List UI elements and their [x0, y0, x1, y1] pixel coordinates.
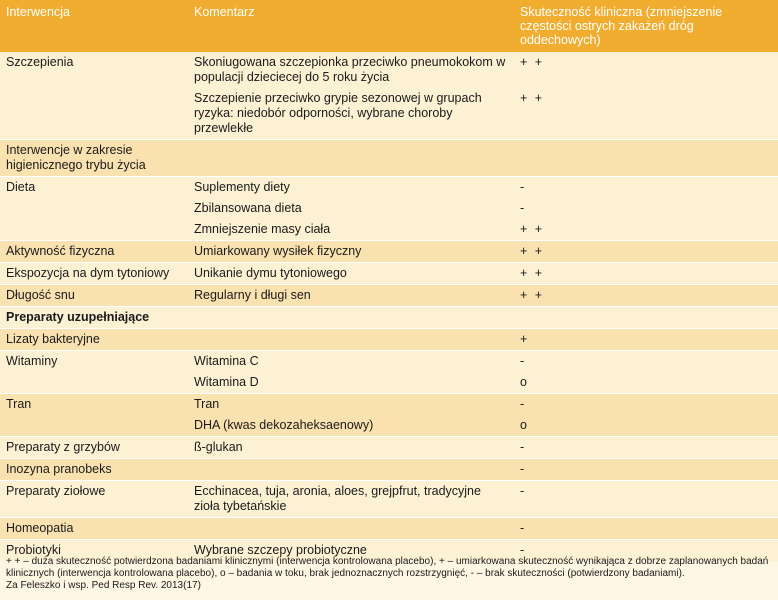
- section-heading: Preparaty uzupełniające: [0, 307, 188, 329]
- cell-comment: Suplementy diety: [188, 177, 514, 199]
- cell-efficacy: o: [514, 415, 778, 437]
- cell-intervention: Interwencje w zakresie higienicznego trybu życia: [0, 140, 188, 177]
- cell-intervention: Lizaty bakteryjne: [0, 329, 188, 351]
- cell-efficacy: -: [514, 518, 778, 540]
- cell-intervention: Aktywność fizyczna: [0, 241, 188, 263]
- cell-comment: DHA (kwas dekozaheksaenowy): [188, 415, 514, 437]
- cell-intervention: [0, 88, 188, 140]
- cell-efficacy: +: [514, 329, 778, 351]
- cell-efficacy: + +: [514, 52, 778, 88]
- table-header-row: [0, 0, 778, 52]
- table-row: [0, 459, 778, 481]
- cell-comment: Ecchinacea, tuja, aronia, aloes, grejpfrut, tradycyjne zioła tybetańskie: [188, 481, 514, 518]
- cell-efficacy: + +: [514, 219, 778, 241]
- cell-efficacy: -: [514, 540, 778, 562]
- cell-intervention: [0, 372, 188, 394]
- section-row: [0, 307, 778, 329]
- cell-comment: [188, 307, 514, 329]
- table-row: [0, 241, 778, 263]
- table-row: [0, 285, 778, 307]
- table-row: [0, 52, 778, 88]
- cell-comment: Szczepienie przeciwko grypie sezonowej w grupach ryzyka: niedobór odporności, wybrane choroby przewlekłe: [188, 88, 514, 140]
- header-efficacy: Skuteczność kliniczna (zmniejszenie częstości ostrych zakażeń dróg oddechowych): [514, 0, 778, 52]
- cell-intervention: Witaminy: [0, 351, 188, 373]
- cell-efficacy: -: [514, 481, 778, 518]
- table-footnote: [6, 556, 772, 592]
- cell-comment: [188, 329, 514, 351]
- table-row: [0, 437, 778, 459]
- cell-comment: [188, 140, 514, 177]
- table-row: [0, 372, 778, 394]
- cell-efficacy: -: [514, 394, 778, 416]
- cell-intervention: Dieta: [0, 177, 188, 199]
- cell-intervention: Inozyna pranobeks: [0, 459, 188, 481]
- cell-comment: Tran: [188, 394, 514, 416]
- cell-efficacy: o: [514, 372, 778, 394]
- cell-efficacy: + +: [514, 241, 778, 263]
- cell-comment: Unikanie dymu tytoniowego: [188, 263, 514, 285]
- table-row: [0, 177, 778, 199]
- cell-efficacy: -: [514, 198, 778, 219]
- cell-comment: [188, 518, 514, 540]
- footnote-legend: + + – duża skuteczność potwierdzona badaniami klinicznymi (interwencja kontrolowana placebo), + – umiarkowana skuteczność wynikająca z dobrze zaplanowanych badań klinicznych (interwencja kontrolowana placebo), o – badania w toku, brak jednoznacznych rozstrzygnięć, - – brak skuteczności (potwierdzony badaniami).: [6, 556, 769, 579]
- cell-efficacy: -: [514, 351, 778, 373]
- cell-efficacy: + +: [514, 88, 778, 140]
- cell-efficacy: [514, 140, 778, 177]
- cell-efficacy: -: [514, 437, 778, 459]
- cell-comment: Witamina D: [188, 372, 514, 394]
- cell-efficacy: + +: [514, 263, 778, 285]
- header-comment: Komentarz: [188, 0, 514, 52]
- cell-efficacy: [514, 307, 778, 329]
- cell-intervention: Preparaty z grzybów: [0, 437, 188, 459]
- cell-intervention: Probiotyki: [0, 540, 188, 562]
- source-citation: Za Feleszko i wsp. Ped Resp Rev. 2013(17): [6, 580, 201, 591]
- table-row: [0, 219, 778, 241]
- cell-efficacy: + +: [514, 285, 778, 307]
- table-row: [0, 140, 778, 177]
- cell-intervention: Długość snu: [0, 285, 188, 307]
- cell-intervention: Szczepienia: [0, 52, 188, 88]
- cell-comment: Zmniejszenie masy ciała: [188, 219, 514, 241]
- table-row: [0, 518, 778, 540]
- cell-comment: Skoniugowana szczepionka przeciwko pneumokokom w populacji dzieciecej do 5 roku życia: [188, 52, 514, 88]
- cell-intervention: Homeopatia: [0, 518, 188, 540]
- cell-comment: Wybrane szczepy probiotyczne: [188, 540, 514, 562]
- cell-intervention: [0, 415, 188, 437]
- cell-intervention: Ekspozycja na dym tytoniowy: [0, 263, 188, 285]
- table-row: [0, 88, 778, 140]
- table-row: [0, 415, 778, 437]
- header-intervention: Interwencja: [0, 0, 188, 52]
- table-row: [0, 329, 778, 351]
- cell-intervention: [0, 198, 188, 219]
- cell-comment: Zbilansowana dieta: [188, 198, 514, 219]
- cell-comment: Umiarkowany wysiłek fizyczny: [188, 241, 514, 263]
- cell-efficacy: -: [514, 177, 778, 199]
- table-row: [0, 394, 778, 416]
- cell-comment: ß-glukan: [188, 437, 514, 459]
- cell-intervention: [0, 219, 188, 241]
- table-row: [0, 263, 778, 285]
- cell-intervention: Tran: [0, 394, 188, 416]
- cell-efficacy: -: [514, 459, 778, 481]
- table-row: [0, 351, 778, 373]
- cell-comment: [188, 459, 514, 481]
- cell-comment: Regularny i długi sen: [188, 285, 514, 307]
- table-row: [0, 198, 778, 219]
- table-row: [0, 481, 778, 518]
- cell-comment: Witamina C: [188, 351, 514, 373]
- cell-intervention: Preparaty ziołowe: [0, 481, 188, 518]
